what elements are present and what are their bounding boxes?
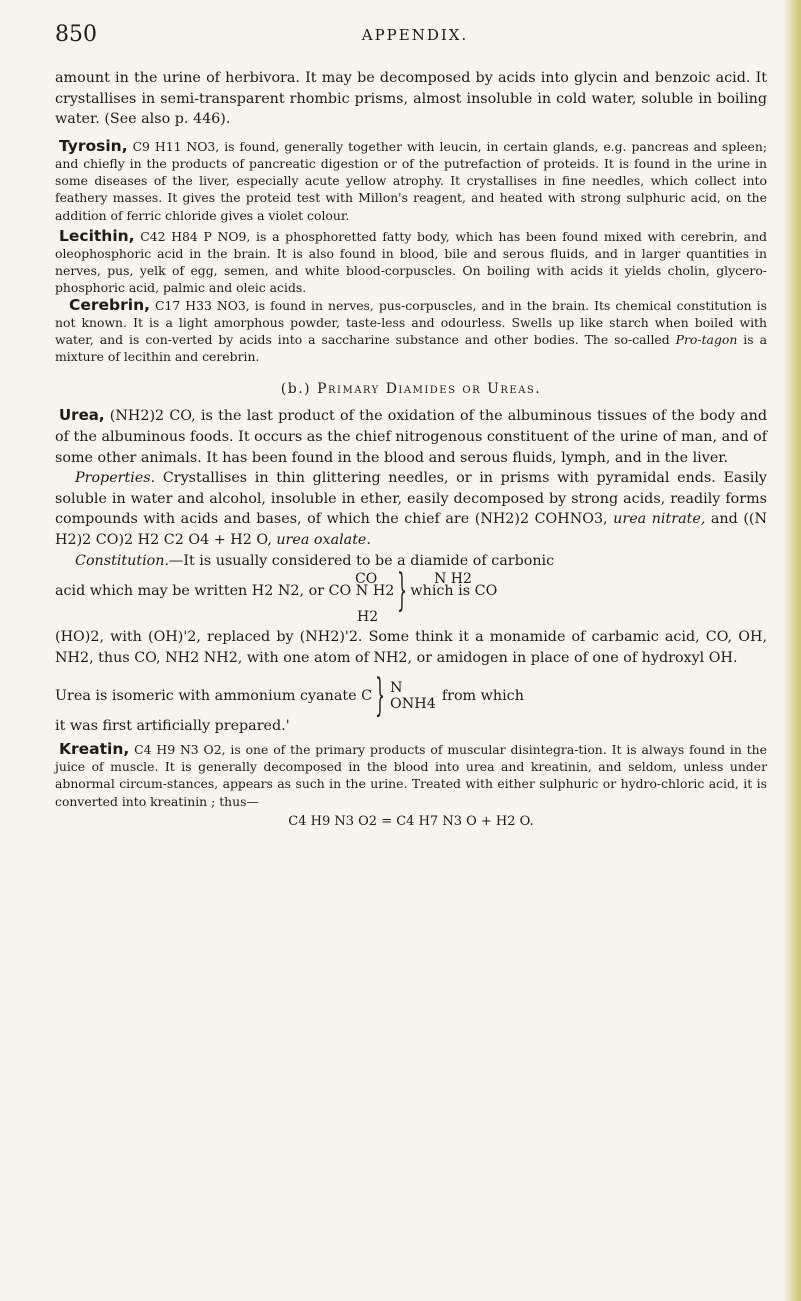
which-is-text: which is CO [410, 583, 498, 600]
properties-label: Properties. [75, 470, 156, 487]
matrix-top-left: CO [355, 571, 378, 588]
page-edge [783, 0, 801, 1301]
page-number: 850 [55, 22, 97, 47]
tyrosin-entry [55, 138, 767, 224]
urea-constitution [55, 551, 767, 572]
brace-icon: } [375, 670, 385, 722]
from-which-text: from which [441, 688, 524, 705]
section-label: (b.) [280, 381, 312, 398]
replacement-paragraph: (HO)2, with (OH)'2, replaced by (NH2)'2. Some think it a monamide of carbamic acid, CO, OH, NH2, thus CO, NH2 NH2, with one atom of NH2, or amidogen in place of one of hydroxyl OH. [55, 629, 767, 666]
kreatin-entry [55, 741, 767, 810]
cyanate-stack [390, 680, 436, 712]
tyrosin-term: Tyrosin, [59, 136, 128, 155]
cerebrin-formula: C17 H33 NO3, [155, 297, 250, 313]
cyanate-top: N [390, 680, 403, 697]
urea-term: Urea, [59, 406, 105, 425]
kreatin-formula: C4 H9 N3 O2, [134, 741, 226, 757]
lecithin-term: Lecithin, [59, 226, 135, 245]
urea-properties [55, 468, 767, 550]
properties-text-a: Crystallises in thin glittering needles, or in prisms with pyramidal ends. Easily soluble in water and alcohol, insoluble in ether, easily decomposed by strong acids, readily forms compounds with acids and bases, of which the chief are (NH2)2 COHNO3, [55, 470, 768, 528]
constitution-label: Constitution. [75, 552, 170, 569]
urea-formula: (NH2)2 CO, [109, 408, 196, 425]
kreatin-text: is one of the primary products of muscular disintegra-tion. It is always found in the juice of muscle. It is generally decomposed in the blood into urea and kreatinin, and seldom, unless under abnormal circum-stances, appears as such in the urine. Treated with either sulphuric or hydro-chloric acid, it is converted into kreatinin ; thus— [55, 741, 767, 809]
tyrosin-formula: C9 H11 NO3, [132, 138, 220, 154]
kreatin-equation: C4 H9 N3 O2 = C4 H7 N3 O + H2 O. [288, 813, 534, 829]
constitution-text: —It is usually considered to be a diamide of carbonic [169, 552, 555, 569]
urea-text: is the last product of the oxidation of the albuminous tissues of the body and of the albuminous foods. It occurs as the chief nitrogenous constituent of the urine of man, and of some other animals. It has been found in the blood and serous fluids, lymph, and in the liver. [55, 408, 767, 466]
cyanate-bottom: ONH4 [390, 696, 436, 713]
section-title: Primary Diamides or Ureas. [317, 381, 542, 398]
cerebrin-entry [55, 297, 767, 366]
isomeric-row [55, 670, 767, 722]
matrix-top [355, 571, 555, 587]
acid-prefix: acid which may be written H2 N2, or CO N H2 [55, 583, 395, 600]
right-brace-icon: } [397, 565, 408, 617]
urea-oxalate-term: urea oxalate. [276, 531, 371, 548]
matrix-top-right: N H2 [434, 571, 472, 588]
urea-nitrate-term: urea nitrate, [613, 511, 706, 528]
protagon-term: Pro-tagon [675, 332, 738, 348]
cerebrin-text-a: is found in nerves, pus-corpuscles, and in the brain. Its chemical constitution is not known. It is a light amorphous powder, taste-less and odourless. Swells up like starch when boiled with water, and is con-verted by acids into a saccharine substance and other bodies. The so-called [55, 297, 767, 348]
lecithin-formula: C42 H84 P NO9, [140, 228, 251, 244]
lecithin-text: is a phosphoretted fatty body, which has been found mixed with cerebrin, and oleophosphoric acid in the brain. It is also found in blood, bile and serous fluids, and in larger quantities in nerves, pus, yelk of egg, semen, and white blood-corpuscles. On boiling with acids it yields cholin, glycero-phosphoric acid, palmic and oleic acids. [55, 228, 767, 296]
lecithin-entry [55, 228, 767, 297]
cerebrin-term: Cerebrin, [69, 295, 151, 314]
artificial-paragraph: it was first artificially prepared.' [55, 718, 290, 735]
intro-paragraph: amount in the urine of herbivora. It may be decomposed by acids into glycin and benzoic acid. It crystallises in semi-transparent rhombic prisms, almost insoluble in cold water, soluble in boiling water. (See also p. 446). [55, 70, 767, 128]
properties-text-b: and ((N H2)2 CO)2 H2 C2 O4 + H2 O, [55, 511, 767, 548]
page-header [55, 22, 775, 52]
kreatin-term: Kreatin, [59, 739, 130, 758]
matrix-bottom: H2 [357, 609, 379, 626]
section-heading [55, 381, 767, 397]
cerebrin-text-b: is a mixture of lecithin and cerebrin. [55, 332, 767, 365]
tyrosin-text: is found, generally together with leucin, in certain glands, e.g. pancreas and spleen; and chiefly in the products of pancreatic digestion or of the putrefaction of proteids. It is found in the urine in some diseases of the liver, especially acute yellow atrophy. It crystallises in fine needles, which collect into feathery masses. It gives the proteid test with Millon's reagent, and heated with strong sulphuric acid, on the addition of ferric chloride gives a violet colour. [55, 138, 767, 223]
urea-entry [55, 405, 767, 468]
isomeric-text: Urea is isomeric with ammonium cyanate C [55, 688, 373, 705]
page-body [55, 68, 767, 829]
running-title: APPENDIX. [361, 26, 469, 44]
